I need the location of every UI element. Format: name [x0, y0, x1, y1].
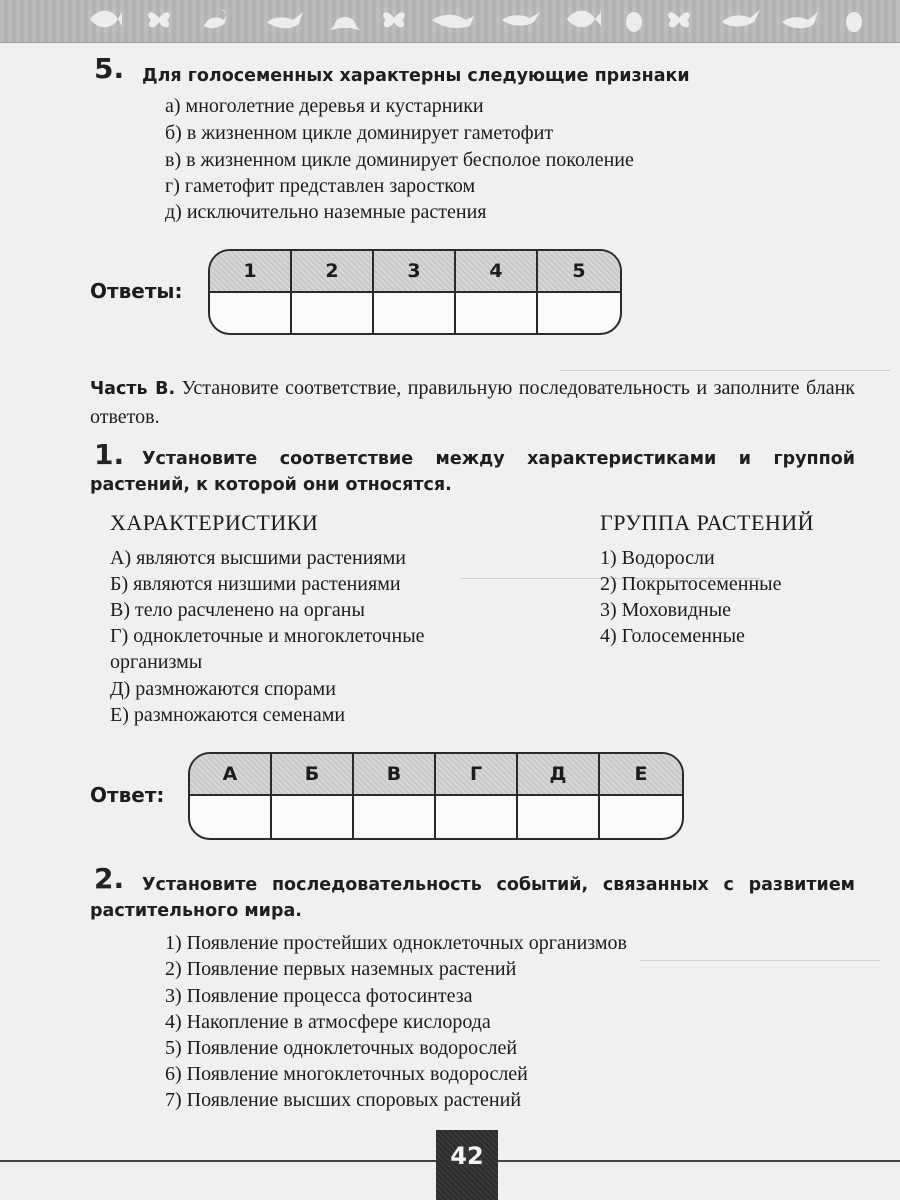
option-item: б) в жизненном цикле доминирует гаметофит — [165, 122, 554, 144]
answer-cell[interactable] — [292, 291, 374, 333]
bird-icon — [780, 6, 820, 32]
question-title: Установите последовательность событий, связанных с развитием растительного мира. — [90, 875, 855, 921]
grid-header-cell: В — [354, 754, 436, 794]
answer-label: Ответ: — [90, 783, 165, 807]
grid-header-cell: 1 — [210, 251, 292, 291]
answer-cell[interactable] — [190, 794, 272, 838]
list-item: 5) Появление одноклеточных водорослей — [165, 1037, 518, 1059]
list-item: 6) Появление многоклеточных водорослей — [165, 1063, 528, 1085]
part-b-heading: Часть В. — [90, 379, 176, 399]
list-item: 3) Появление процесса фотосинтеза — [165, 985, 473, 1007]
list-item: Г) одноклеточные и многоклеточные — [110, 625, 425, 647]
list-item: 4) Голосеменные — [600, 625, 745, 647]
list-item: Д) размножаются спорами — [110, 678, 336, 700]
question-title: Установите соответствие между характеристиками и группой растений, к которой они относятся. — [90, 449, 855, 495]
question-number: 5. — [94, 52, 125, 85]
answers-label: Ответы: — [90, 279, 183, 303]
list-item: 2) Появление первых наземных растений — [165, 958, 517, 980]
grid-header-cell: 5 — [538, 251, 620, 291]
list-item: 1) Появление простейших одноклеточных организмов — [165, 932, 627, 954]
bird-icon — [265, 6, 305, 32]
grid-header-cell: Е — [600, 754, 682, 794]
header-decoration-bar — [0, 0, 900, 43]
bleed-through-line — [560, 370, 890, 371]
beetle-icon — [840, 6, 868, 34]
option-item: д) исключительно наземные растения — [165, 201, 487, 223]
butterfly-icon — [665, 6, 693, 34]
page-number: 42 — [436, 1130, 498, 1200]
list-item: А) являются высшими растениями — [110, 547, 406, 569]
option-item: а) многолетние деревья и кустарники — [165, 95, 484, 117]
grid-header-cell: 2 — [292, 251, 374, 291]
answer-cell[interactable] — [354, 794, 436, 838]
grid-header-cell: Б — [272, 754, 354, 794]
fish-icon — [565, 6, 601, 32]
list-item: Б) являются низшими растениями — [110, 573, 401, 595]
list-item: организмы — [110, 651, 203, 673]
answer-grid-b1 — [188, 752, 684, 840]
grid-header-cell: А — [190, 754, 272, 794]
question-number: 1. — [94, 438, 125, 471]
grid-header-cell: 4 — [456, 251, 538, 291]
list-item: 3) Моховидные — [600, 599, 732, 621]
frog-icon — [330, 6, 360, 32]
list-item: Е) размножаются семенами — [110, 704, 346, 726]
option-item: в) в жизненном цикле доминирует бесполое поколение — [165, 149, 634, 171]
bird-icon — [430, 6, 474, 32]
part-b-intro — [90, 374, 855, 431]
answer-cell[interactable] — [456, 291, 538, 333]
scorpion-icon — [200, 6, 230, 32]
characteristics-heading: ХАРАКТЕРИСТИКИ — [110, 510, 319, 535]
answer-cell[interactable] — [272, 794, 354, 838]
groups-heading: ГРУППА РАСТЕНИЙ — [600, 510, 815, 535]
option-item: г) гаметофит представлен заростком — [165, 175, 476, 197]
answer-grid-q5 — [208, 249, 622, 335]
answer-cell[interactable] — [436, 794, 518, 838]
list-item: 7) Появление высших споровых растений — [165, 1089, 522, 1111]
list-item: 2) Покрытосеменные — [600, 573, 782, 595]
fish-icon — [88, 6, 122, 32]
lizard-icon — [500, 6, 540, 32]
question-number: 2. — [94, 862, 125, 895]
grid-header-cell: Г — [436, 754, 518, 794]
answer-cell[interactable] — [600, 794, 682, 838]
answer-cell[interactable] — [538, 291, 620, 333]
grid-header-cell: 3 — [374, 251, 456, 291]
answer-cell[interactable] — [210, 291, 292, 333]
butterfly-icon — [380, 6, 408, 34]
grid-header-cell: Д — [518, 754, 600, 794]
lizard-icon — [720, 6, 760, 32]
beetle-icon — [620, 6, 648, 34]
part-b-text: Установите соответствие, правильную последовательность и заполните бланк ответов. — [90, 377, 855, 428]
list-item: 4) Накопление в атмосфере кислорода — [165, 1011, 491, 1033]
list-item: В) тело расчленено на органы — [110, 599, 365, 621]
answer-cell[interactable] — [374, 291, 456, 333]
bleed-through-line — [640, 960, 880, 961]
question-title: Для голосеменных характерны следующие признаки — [142, 66, 690, 86]
answer-cell[interactable] — [518, 794, 600, 838]
butterfly-icon — [145, 6, 173, 34]
list-item: 1) Водоросли — [600, 547, 715, 569]
